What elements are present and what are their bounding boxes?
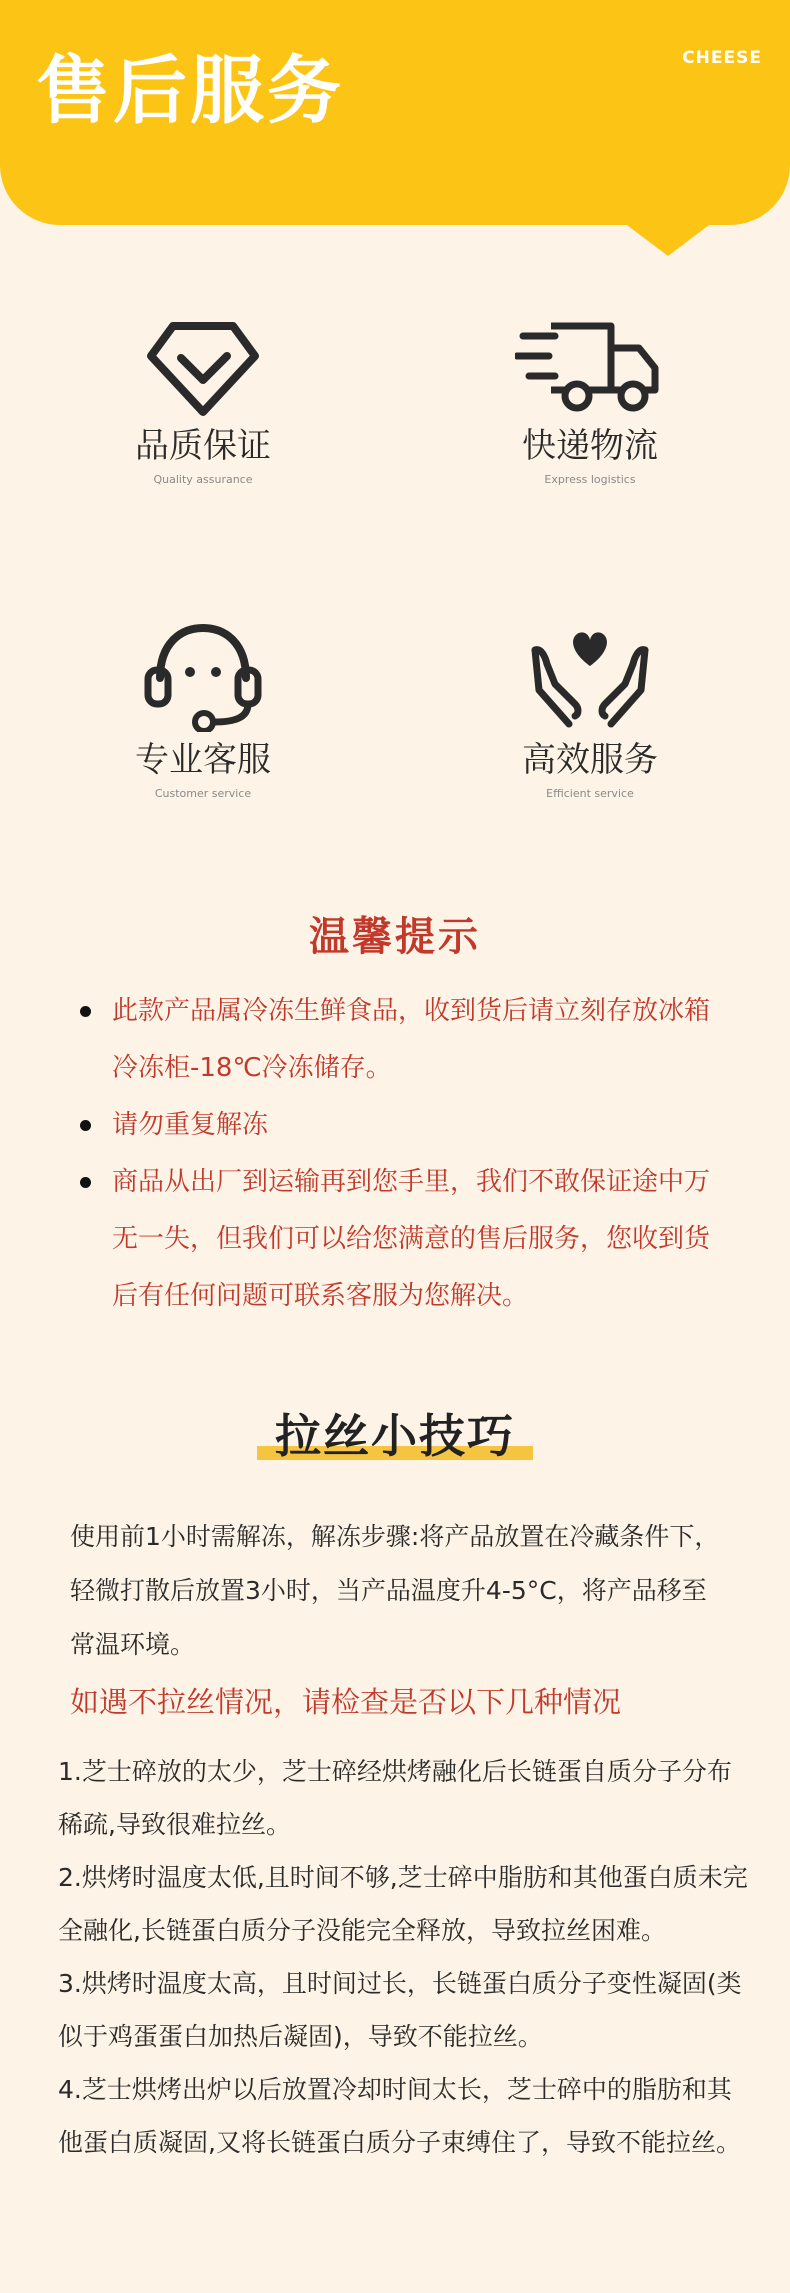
- reason-item: 1.芝士碎放的太少，芝士碎经烘烤融化后长链蛋自质分子分布稀疏,导致很难拉丝。: [58, 1757, 732, 1839]
- notice-item: 请勿重复解冻: [80, 1097, 720, 1154]
- notice-list: [80, 983, 720, 1325]
- heart-hands-icon: [525, 620, 655, 732]
- reason-item: 4.芝士烘烤出炉以后放置冷却时间太长，芝士碎中的脂肪和其他蛋白质凝固,又将长链蛋白质分子束缚住了，导致不能拉丝。: [58, 2075, 741, 2157]
- feature-title: 品质保证: [135, 426, 271, 466]
- notice-title: 温馨提示: [309, 914, 481, 960]
- feature-subtitle: Quality assurance: [153, 472, 253, 486]
- notice-item: 商品从出厂到运输再到您手里，我们不敢保证途中万无一失，但我们可以给您满意的售后服务，您收到货后有任何问题可联系客服为您解决。: [80, 1154, 720, 1325]
- thaw-instructions: 使用前1小时需解冻，解冻步骤:将产品放置在冷藏条件下，轻微打散后放置3小时，当产品温度升4-5°C，将产品移至常温环境。: [70, 1522, 720, 1659]
- tips-header: [0, 1400, 790, 1466]
- feature-efficient-service: [440, 620, 740, 800]
- feature-subtitle: Efficient service: [546, 786, 634, 800]
- delivery-truck-icon: [515, 318, 665, 418]
- diamond-check-icon: [143, 318, 263, 418]
- brand-label: CHEESE: [682, 48, 762, 68]
- header-notch: [623, 222, 713, 256]
- reasons-list: [58, 1745, 748, 2169]
- feature-subtitle: Express logistics: [544, 472, 636, 486]
- tips-title-text: 拉丝小技巧: [275, 1409, 515, 1463]
- feature-title: 快递物流: [522, 426, 658, 466]
- feature-customer-service: [53, 620, 353, 800]
- notice-item: 此款产品属冷冻生鲜食品，收到货后请立刻存放冰箱冷冻柜-18℃冷冻储存。: [80, 983, 720, 1097]
- feature-title: 高效服务: [522, 740, 658, 780]
- feature-quality: [53, 318, 353, 486]
- check-heading: 如遇不拉丝情况，请检查是否以下几种情况: [70, 1685, 622, 1719]
- feature-logistics: [440, 318, 740, 486]
- tips-title: [257, 1400, 533, 1466]
- feature-subtitle: Customer service: [154, 786, 252, 800]
- reason-item: 3.烘烤时温度太高，且时间过长，长链蛋白质分子变性凝固(类似于鸡蛋蛋白加热后凝固)，导致不能拉丝。: [58, 1969, 742, 2051]
- headset-icon: [138, 620, 268, 732]
- header-banner: [0, 0, 790, 225]
- reason-item: 2.烘烤时温度太低,且时间不够,芝士碎中脂肪和其他蛋白质未完全融化,长链蛋白质分子没能完全释放，导致拉丝困难。: [58, 1863, 748, 1945]
- feature-title: 专业客服: [135, 740, 271, 780]
- page-title: 售后服务: [36, 48, 344, 134]
